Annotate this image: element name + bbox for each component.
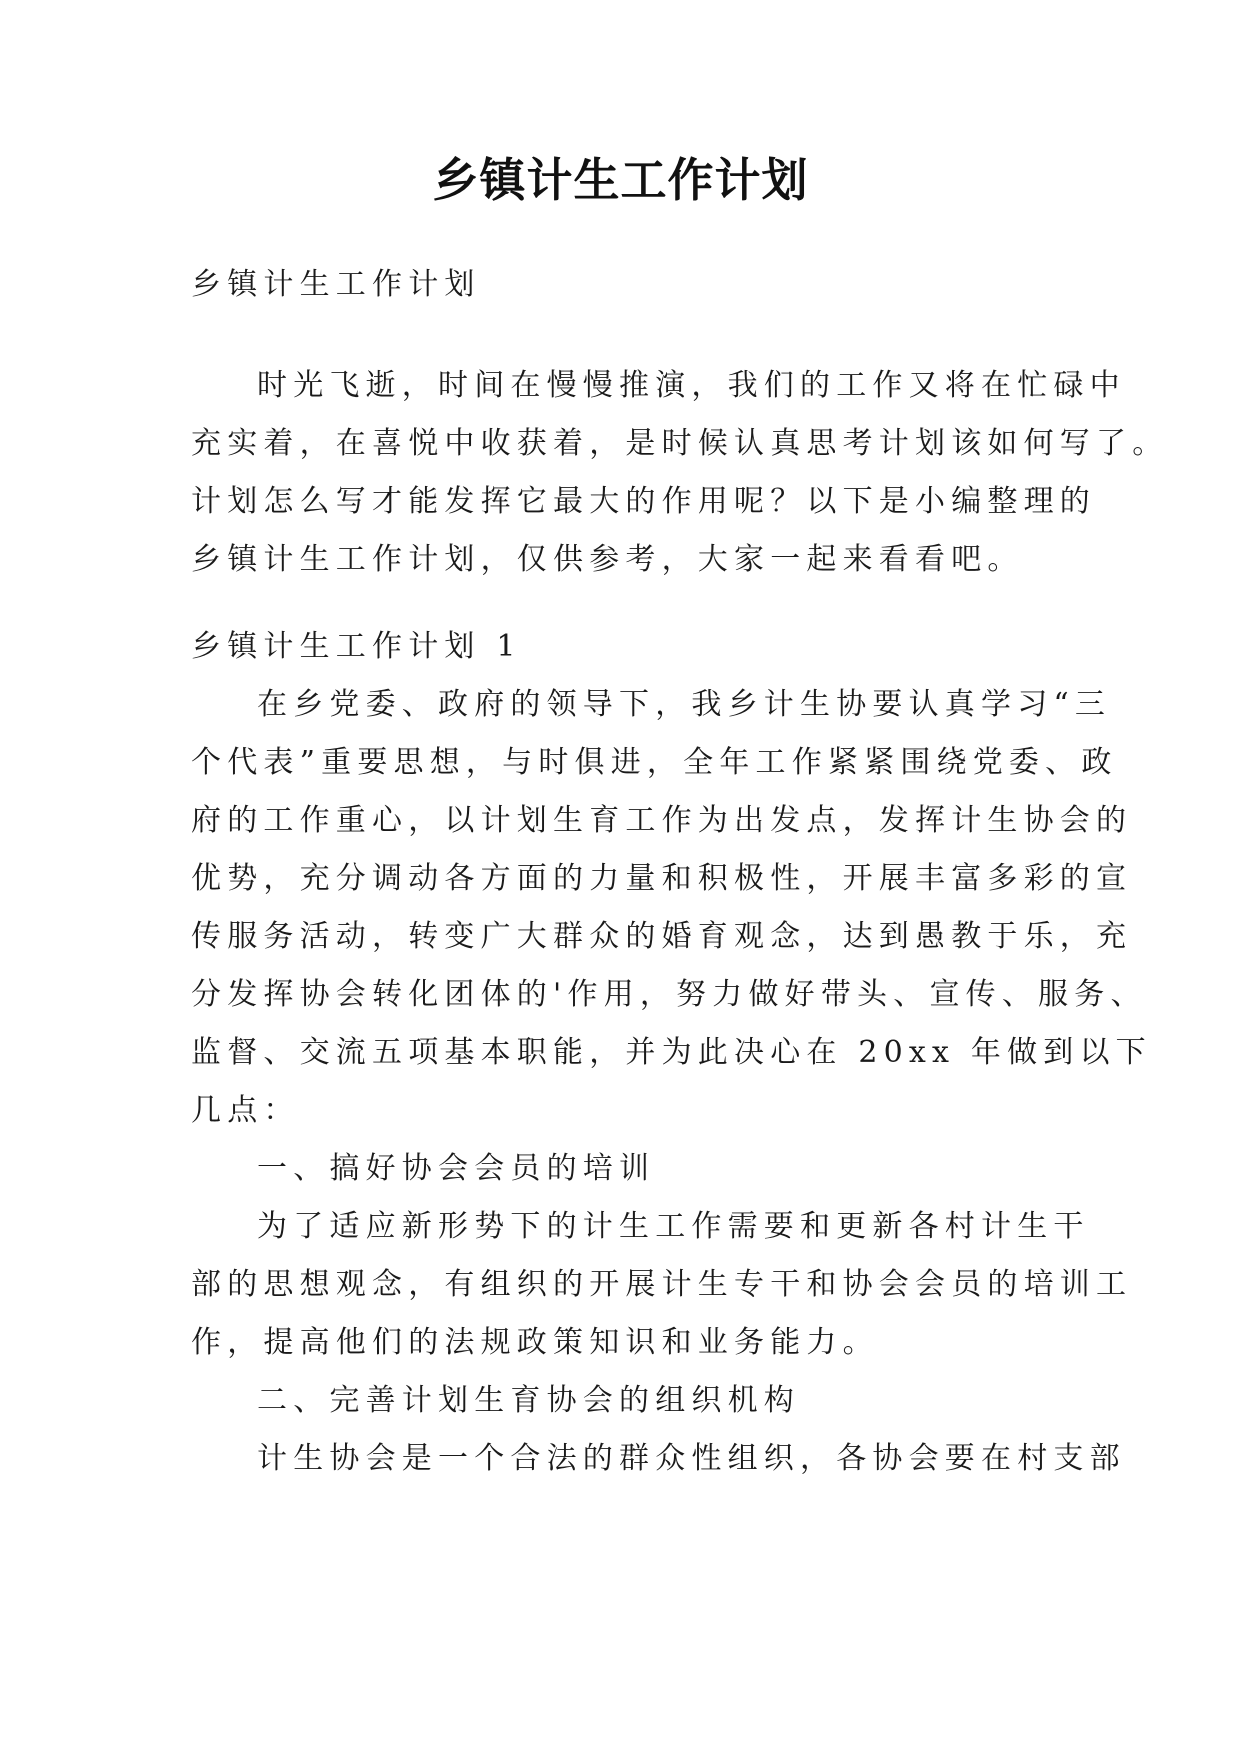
section-line: 监督、交流五项基本职能，并为此决心在 20xx 年做到以下 [191,1035,1152,1070]
item1-line: 部的思想观念，有组织的开展计生专干和协会会员的培训工 [191,1267,1133,1302]
section-line: 优势，充分调动各方面的力量和积极性，开展丰富多彩的宣 [191,861,1133,896]
document-title: 乡镇计生工作计划 [432,153,809,207]
item1-line: 为了适应新形势下的计生工作需要和更新各村计生干 [257,1209,1090,1244]
section-line: 传服务活动，转变广大群众的婚育观念，达到愚教于乐，充 [191,919,1133,954]
item1-heading: 一、搞好协会会员的培训 [257,1151,656,1186]
section-line: 分发挥协会转化团体的'作用，努力做好带头、宣传、服务、 [191,977,1147,1012]
item2-line: 计生协会是一个合法的群众性组织，各协会要在村支部 [257,1441,1126,1476]
intro-line: 充实着，在喜悦中收获着，是时候认真思考计划该如何写了。 [191,426,1169,461]
section-line: 府的工作重心，以计划生育工作为出发点，发挥计生协会的 [191,803,1133,838]
intro-line: 计划怎么写才能发挥它最大的作用呢？以下是小编整理的 [191,484,1096,519]
intro-paragraph [191,357,1169,589]
section-line: 个代表”重要思想，与时俱进，全年工作紧紧围绕党委、政 [191,745,1118,780]
section-block [191,618,1152,1488]
section-heading: 乡镇计生工作计划 1 [191,629,522,664]
item2-heading: 二、完善计划生育协会的组织机构 [257,1383,800,1418]
item1-line: 作，提高他们的法规政策知识和业务能力。 [191,1325,879,1360]
intro-line: 时光飞逝，时间在慢慢推演，我们的工作又将在忙碌中 [257,368,1126,403]
subtitle-block [191,256,1061,314]
intro-line: 乡镇计生工作计划，仅供参考，大家一起来看看吧。 [191,542,1024,577]
section-line: 在乡党委、政府的领导下，我乡计生协要认真学习“三 [257,687,1112,722]
section-line: 几点： [191,1093,300,1128]
document-subtitle: 乡镇计生工作计划 [191,267,481,302]
